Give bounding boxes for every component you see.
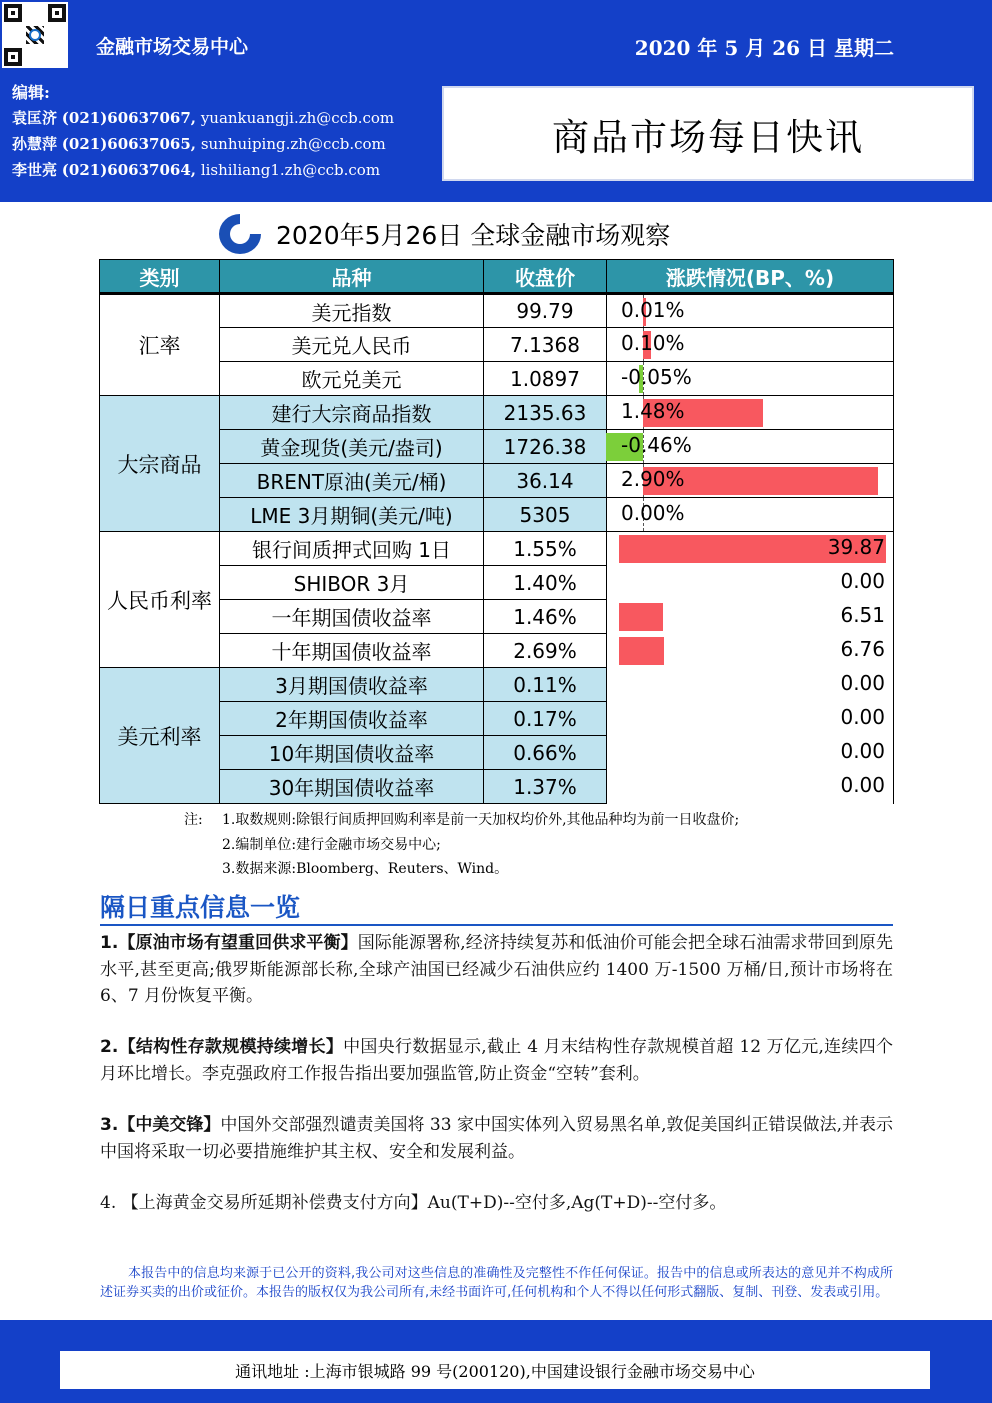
change-bar <box>619 637 664 665</box>
change-cell <box>607 362 894 396</box>
table-notes <box>184 808 739 882</box>
table-row <box>100 600 894 634</box>
table-row <box>100 668 894 702</box>
instrument-name-cell: 黄金现货(美元/盎司) <box>220 430 484 464</box>
change-value: 0.01% <box>621 298 685 322</box>
change-cell <box>607 736 894 770</box>
news-item-title: 【中美交锋】 <box>118 1115 221 1135</box>
category-cell: 人民币利率 <box>100 532 220 668</box>
editor-line <box>12 107 394 128</box>
table-row <box>100 362 894 396</box>
footer-address: 通讯地址 :上海市银城路 99 号(200120),中国建设银行金融市场交易中心 <box>60 1351 930 1389</box>
table-row <box>100 770 894 804</box>
change-value: 6.76 <box>840 636 885 661</box>
change-value: 0.00 <box>840 568 885 593</box>
close-price-cell: 1.55% <box>484 532 607 566</box>
change-value: 0.10% <box>621 331 685 355</box>
close-price-cell: 7.1368 <box>484 328 607 362</box>
category-cell: 汇率 <box>100 294 220 396</box>
change-value: 39.87 <box>827 535 885 559</box>
note-item: 2.编制单位:建行金融市场交易中心; <box>222 836 441 853</box>
change-bar <box>619 603 663 631</box>
close-price-cell: 1.46% <box>484 600 607 634</box>
table-row <box>100 566 894 600</box>
report-title-box <box>442 86 974 181</box>
instrument-name-cell: 3月期国债收益率 <box>220 668 484 702</box>
change-cell <box>607 566 894 600</box>
close-price-cell: 2.69% <box>484 634 607 668</box>
instrument-name-cell: 美元兑人民币 <box>220 328 484 362</box>
news-heading: 隔日重点信息一览 <box>100 893 301 922</box>
notes-label: 注: <box>184 812 203 828</box>
center-name: 金融市场交易中心 <box>96 36 249 58</box>
table-body <box>100 294 894 804</box>
note-item: 1.取数规则:除银行间质押回购利率是前一天加权均价外,其他品种均为前一日收盘价; <box>222 812 740 828</box>
divider <box>100 924 893 926</box>
editor-line <box>12 133 386 154</box>
change-value: 1.48% <box>621 399 685 423</box>
change-value: 0.00 <box>840 738 885 763</box>
close-price-cell: 0.11% <box>484 668 607 702</box>
news-item-text: Au(T+D)--空付多,Ag(T+D)--空付多。 <box>427 1193 727 1213</box>
news-item-text: 中国外交部强烈谴责美国将 33 家中国实体列入贸易黑名单,敦促美国纠正错误做法,并表示中国将采取一切必要措施维护其主权、安全和发展利益。 <box>100 1115 894 1162</box>
news-item-title: 【上海黄金交易所延期补偿费支付方向】 <box>121 1193 428 1213</box>
section-title: 2020年5月26日 全球金融市场观察 <box>276 221 671 250</box>
close-price-cell: 1.37% <box>484 770 607 804</box>
disclaimer: 本报告中的信息均来源于已公开的资料,我公司对这些信息的准确性及完整性不作任何保证。报告中的信息或所表达的意见并不构成所述证券买卖的出价或征价。本报告的版权仅为我公司所有,未经书面许可,任何机构和个人不得以任何形式翻版、复制、刊登、发表或引用。 <box>100 1266 893 1300</box>
change-value: 6.51 <box>840 602 885 627</box>
close-price-cell: 5305 <box>484 498 607 532</box>
instrument-name-cell: 银行间质押式回购 1日 <box>220 532 484 566</box>
market-table <box>99 259 894 804</box>
table-row <box>100 294 894 328</box>
table-row <box>100 498 894 532</box>
news-item: 4. 【上海黄金交易所延期补偿费支付方向】Au(T+D)--空付多,Ag(T+D)--空付多。 <box>100 1193 727 1213</box>
editor-line <box>12 159 380 180</box>
change-value: 0.00 <box>840 772 885 797</box>
category-cell: 美元利率 <box>100 668 220 804</box>
change-cell <box>607 702 894 736</box>
column-header: 类别 <box>100 260 220 294</box>
change-cell <box>607 328 894 362</box>
instrument-name-cell: BRENT原油(美元/桶) <box>220 464 484 498</box>
table-row <box>100 328 894 362</box>
instrument-name-cell: SHIBOR 3月 <box>220 566 484 600</box>
category-cell: 大宗商品 <box>100 396 220 532</box>
editor-phone: (021)60637065, <box>61 135 197 153</box>
ccb-logo-icon <box>216 212 264 256</box>
instrument-name-cell: 美元指数 <box>220 294 484 328</box>
news-item: 2.【结构性存款规模持续增长】中国央行数据显示,截止 4 月末结构性存款规模首超 12 万亿元,连续四个月环比增长。李克强政府工作报告指出要加强监管,防止资金“空转”套利。 <box>100 1037 894 1084</box>
table-row <box>100 464 894 498</box>
close-price-cell: 1.0897 <box>484 362 607 396</box>
table-row <box>100 430 894 464</box>
news-item-title: 【结构性存款规模持续增长】 <box>118 1037 344 1057</box>
editor-phone: (021)60637067, <box>61 109 197 127</box>
report-date: 2020 年 5 月 26 日 星期二 <box>634 36 894 60</box>
instrument-name-cell: 建行大宗商品指数 <box>220 396 484 430</box>
change-cell <box>607 600 894 634</box>
news-item-text: 国际能源署称,经济持续复苏和低油价可能会把全球石油需求带回到原先水平,甚至更高;俄罗斯能源部长称,全球产油国已经减少石油供应约 1400 万-1500 万桶/日,预计市场将在 6、7 月份恢复平衡。 <box>100 933 894 1006</box>
change-value: 0.00 <box>840 704 885 729</box>
editors-title: 编辑: <box>12 83 50 102</box>
column-header: 涨跌情况(BP、%) <box>607 260 894 294</box>
column-header: 品种 <box>220 260 484 294</box>
header-band <box>0 0 992 202</box>
table-row <box>100 396 894 430</box>
change-cell <box>607 464 894 498</box>
table-row <box>100 702 894 736</box>
close-price-cell: 99.79 <box>484 294 607 328</box>
change-cell <box>607 532 894 566</box>
close-price-cell: 0.17% <box>484 702 607 736</box>
instrument-name-cell: 十年期国债收益率 <box>220 634 484 668</box>
editor-email[interactable]: sunhuiping.zh@ccb.com <box>200 135 386 153</box>
instrument-name-cell: 一年期国债收益率 <box>220 600 484 634</box>
news-item: 1.【原油市场有望重回供求平衡】国际能源署称,经济持续复苏和低油价可能会把全球石油需求带回到原先水平,甚至更高;俄罗斯能源部长称,全球产油国已经减少石油供应约 1400 万-1500 万桶/日,预计市场将在 6、7 月份恢复平衡。 <box>100 933 894 1006</box>
news-item-title: 【原油市场有望重回供求平衡】 <box>118 933 358 953</box>
change-value: -0.05% <box>621 365 692 389</box>
change-value: -0.46% <box>621 433 692 457</box>
change-cell <box>607 668 894 702</box>
change-value: 0.00 <box>840 670 885 695</box>
editor-name: 袁匡济 <box>12 109 58 127</box>
editor-name: 孙慧萍 <box>12 135 58 153</box>
instrument-name-cell: LME 3月期铜(美元/吨) <box>220 498 484 532</box>
editor-name: 李世亮 <box>12 161 58 179</box>
news-item: 3.【中美交锋】中国外交部强烈谴责美国将 33 家中国实体列入贸易黑名单,敦促美国纠正错误做法,并表示中国将采取一切必要措施维护其主权、安全和发展利益。 <box>100 1115 894 1162</box>
column-header: 收盘价 <box>484 260 607 294</box>
close-price-cell: 0.66% <box>484 736 607 770</box>
table-header-row <box>100 260 894 294</box>
qr-code-icon <box>2 2 68 68</box>
change-cell <box>607 396 894 430</box>
editor-email[interactable]: lishiliang1.zh@ccb.com <box>200 161 381 179</box>
instrument-name-cell: 欧元兑美元 <box>220 362 484 396</box>
close-price-cell: 2135.63 <box>484 396 607 430</box>
report-title: 商品市场每日快讯 <box>552 115 864 159</box>
instrument-name-cell: 30年期国债收益率 <box>220 770 484 804</box>
change-cell <box>607 430 894 464</box>
instrument-name-cell: 10年期国债收益率 <box>220 736 484 770</box>
change-cell <box>607 634 894 668</box>
news-item-text: 中国央行数据显示,截止 4 月末结构性存款规模首超 12 万亿元,连续四个月环比增长。李克强政府工作报告指出要加强监管,防止资金“空转”套利。 <box>100 1037 894 1084</box>
change-cell <box>607 498 894 532</box>
change-value: 2.90% <box>621 467 685 491</box>
note-item: 3.数据来源:Bloomberg、Reuters、Wind。 <box>222 861 509 877</box>
table-row <box>100 532 894 566</box>
change-value: 0.00% <box>621 501 685 525</box>
table-row <box>100 736 894 770</box>
instrument-name-cell: 2年期国债收益率 <box>220 702 484 736</box>
change-cell <box>607 294 894 328</box>
editor-email[interactable]: yuankuangji.zh@ccb.com <box>200 109 395 127</box>
close-price-cell: 1726.38 <box>484 430 607 464</box>
table-row <box>100 634 894 668</box>
change-cell <box>607 770 894 804</box>
close-price-cell: 1.40% <box>484 566 607 600</box>
editor-phone: (021)60637064, <box>61 161 197 179</box>
close-price-cell: 36.14 <box>484 464 607 498</box>
section-title-bar <box>216 212 670 256</box>
